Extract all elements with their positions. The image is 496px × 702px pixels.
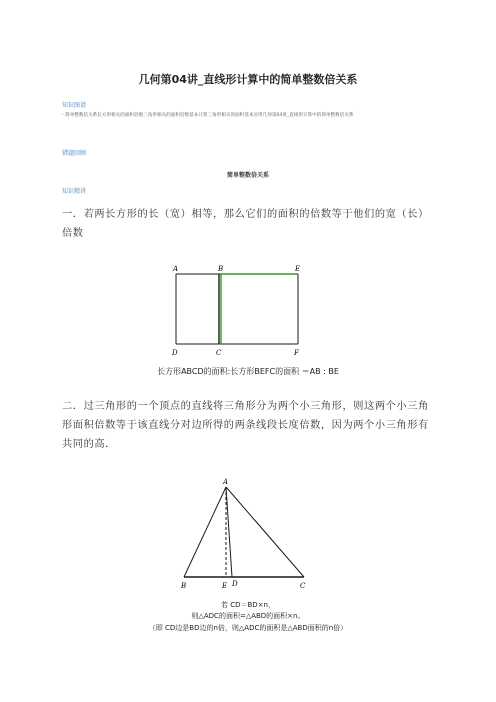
section-knowledge-lecture: 知识精讲 xyxy=(62,188,87,195)
paragraph-1: 一．若两长方形的长（宽）相等，那么它们的面积的倍数等于他们的宽（长）倍数 xyxy=(62,209,429,239)
subtitle: 简单整数倍关系 xyxy=(226,172,269,179)
label-D: D xyxy=(172,349,178,357)
paragraph-2: 二．过三角形的一个顶点的直线将三角形分为两个小三角形，则这两个小三角形面积倍数等于该直线分对边所得的两条线段长度倍数，因为两个小三角形有共同的高． xyxy=(62,401,429,450)
rectangle-caption: 长方形ABCD的面积:长方形BEFC的面积 ＝AB : BE xyxy=(157,367,339,376)
section-error-review: 错题回顾 xyxy=(62,150,87,157)
label-B: B xyxy=(181,582,187,590)
section-knowledge-map: 知识图谱 xyxy=(62,102,87,109)
document-title: 几何第04讲_直线形计算中的简单整数倍关系 xyxy=(138,73,358,86)
triangle-caption-3: （即 CD边是BD边的n倍，则△ADC的面积是△ABD面积的n倍） xyxy=(148,624,348,632)
label-D: D xyxy=(232,580,238,588)
label-A: A xyxy=(223,478,229,486)
triangle-caption-2: 则△ADC的面积=△ABD的面积×n。 xyxy=(191,612,305,620)
triangle-figure xyxy=(176,475,316,595)
rectangle-figure xyxy=(168,262,308,360)
label-C: C xyxy=(300,582,306,590)
knowledge-map-text: - 简单整数倍关系长方形相关的面积倍数三角形相关的面积倍数基本计算三角形相关的面积基本应用几何第04讲_直线形计算中的简单整数倍关系 xyxy=(62,113,354,118)
triangle-caption-1: 若 CD＝BD×n， xyxy=(221,601,275,609)
label-E: E xyxy=(222,582,228,590)
label-C: C xyxy=(216,349,222,357)
label-A: A xyxy=(173,265,179,273)
label-F: F xyxy=(294,349,299,357)
label-E: E xyxy=(295,265,301,273)
label-B: B xyxy=(218,265,224,273)
